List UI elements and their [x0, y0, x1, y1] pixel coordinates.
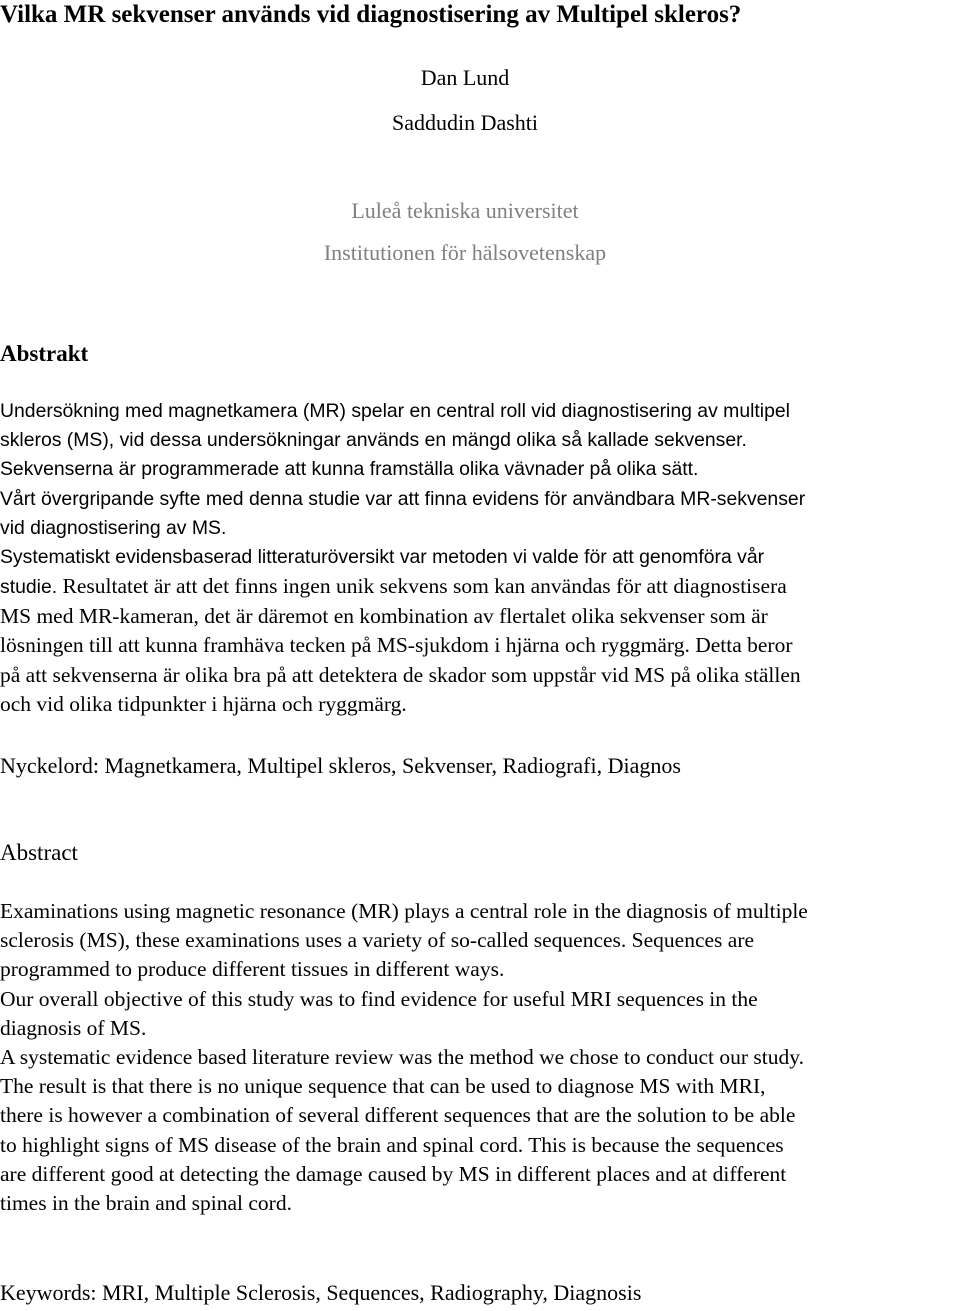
abstract-line-serif-part: Resultatet är att det finns ingen unik sekvens som kan användas för att diagnostisera	[57, 574, 787, 598]
english-keywords: Keywords: MRI, Multiple Sclerosis, Sequences, Radiography, Diagnosis	[0, 1280, 642, 1305]
author-name: Saddudin Dashti	[391, 110, 539, 135]
abstract-line: there is however a combination of several different sequences that are the solution to be able	[0, 1103, 796, 1128]
abstract-line-mixed	[0, 572, 960, 602]
affiliation-department: Institutionen för hälsovetenskap	[323, 240, 607, 265]
abstract-line: Our overall objective of this study was to find evidence for useful MRI sequences in the	[0, 986, 758, 1011]
swedish-abstract-body-sans	[0, 397, 960, 572]
abstract-line: vid diagnostisering av MS.	[0, 516, 227, 539]
english-abstract-heading: Abstract	[0, 840, 78, 865]
swedish-keywords: Nyckelord: Magnetkamera, Multipel skleros, Sekvenser, Radiografi, Diagnos	[0, 753, 681, 778]
affiliation-university: Luleå tekniska universitet	[351, 198, 579, 223]
abstract-line: A systematic evidence based literature review was the method we chose to conduct our study.	[0, 1045, 805, 1070]
abstract-line: Undersökning med magnetkamera (MR) spelar en central roll vid diagnostisering av multipel	[0, 400, 790, 422]
abstract-line: skleros (MS), vid dessa undersökningar används en mängd olika så kallade sekvenser.	[0, 429, 747, 452]
abstract-line: programmed to produce different tissues in different ways.	[0, 957, 505, 982]
abstract-line: Sekvenserna är programmerade att kunna framställa olika vävnader på olika sätt.	[0, 458, 699, 481]
abstract-line: Examinations using magnetic resonance (MR) plays a central role in the diagnosis of multiple	[0, 899, 808, 923]
abstract-line: Vårt övergripande syfte med denna studie var att finna evidens för användbara MR-sekvenser	[0, 487, 806, 510]
abstract-line: The result is that there is no unique sequence that can be used to diagnose MS with MRI,	[0, 1074, 766, 1099]
english-abstract-body	[0, 897, 960, 1218]
abstract-line: lösningen till att kunna framhäva tecken på MS-sjukdom i hjärna och ryggmärg. Detta beror	[0, 633, 793, 658]
abstract-line: are different good at detecting the damage caused by MS in different places and at different	[0, 1161, 787, 1186]
abstract-line: och vid olika tidpunkter i hjärna och ryggmärg.	[0, 691, 407, 716]
abstract-line: to highlight signs of MS disease of the brain and spinal cord. This is because the sequences	[0, 1132, 784, 1157]
abstract-line: sclerosis (MS), these examinations uses a variety of so-called sequences. Sequences are	[0, 928, 755, 953]
abstract-line: på att sekvenserna är olika bra på att detektera de skador som uppstår vid MS på olika ställen	[0, 662, 801, 687]
abstract-line: times in the brain and spinal cord.	[0, 1191, 292, 1216]
paper-title: Vilka MR sekvenser används vid diagnostisering av Multipel skleros?	[0, 1, 742, 28]
abstract-line: MS med MR-kameran, det är däremot en kombination av flertalet olika sekvenser som är	[0, 604, 768, 629]
abstract-line: Systematiskt evidensbaserad litteraturöversikt var metoden vi valde för att genomföra vår	[0, 546, 765, 569]
abstract-line: diagnosis of MS.	[0, 1015, 147, 1040]
swedish-abstract-heading: Abstrakt	[0, 341, 89, 366]
author-name: Dan Lund	[420, 65, 510, 90]
swedish-abstract-body-serif	[0, 572, 960, 719]
abstract-line-sans-part: studie.	[0, 576, 58, 598]
